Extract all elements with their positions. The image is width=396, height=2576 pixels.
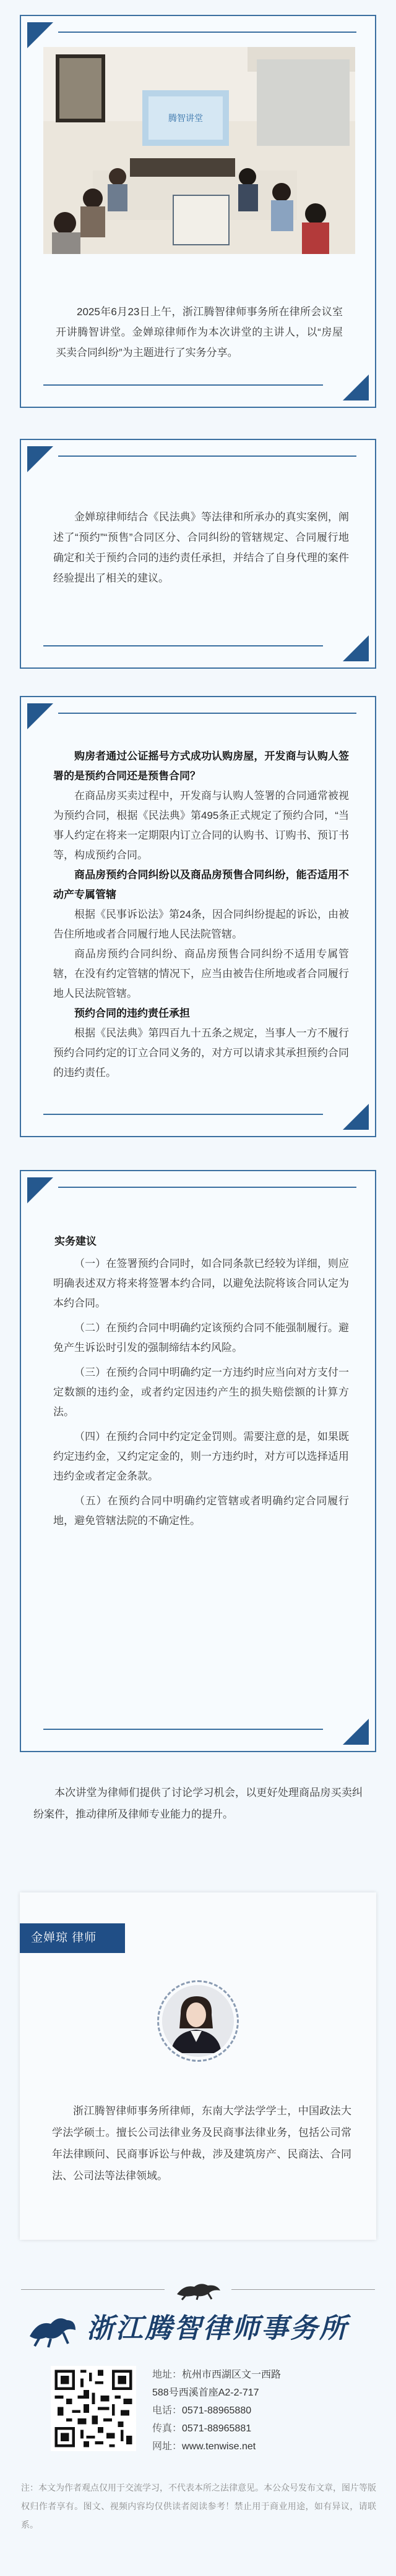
divider-line [43,645,323,646]
phone-row [152,2402,356,2420]
corner-triangle-decor [343,375,369,400]
address-row [152,2366,356,2384]
website-label: 网址： [152,2441,183,2452]
copyright-note: 注：本文为作者观点仅用于交流学习，不代表本所之法律意见。本公众号发布文章，图片等版权归作者享有。图文、视频内容均仅供读者阅读参考！禁止用于商业用途，如有异议，请联系。 [21,2483,376,2530]
divider-line [43,1114,323,1115]
analysis-paragraph: 在商品房买卖过程中，开发商与认购人签署的合同通常被视为预约合同，根据《民法典》第495条正式规定了预约合同，“当事人约定在将来一定期限内订立合同的认购书、订购书、预订书等，构成预约合同。 [53,790,349,861]
avatar [157,1980,239,2062]
divider-line [58,32,356,33]
advice-body [53,1232,349,1536]
analysis-paragraph: 商品房预约合同纠纷、商品房预售合同纠纷不适用专属管辖，在没有约定管辖的情况下，应当由被告住所地或者合同履行地人民法院管辖。 [53,948,349,999]
contact-info [152,2366,356,2455]
summary-paragraph: 金婵琼律师结合《民法典》等法律和所承办的真实案例，阐述了“预约”“预售”合同区分、合同纠纷的管辖规定、合同履行地确定和关于预约合同的违约责任承担，并结合了自身代理的案件经验提出了相关的建议。 [53,511,349,584]
corner-triangle-decor [343,1719,369,1745]
horse-logo-icon [27,2311,77,2349]
analysis-heading: 预约合同的违约责任承担 [74,1007,190,1019]
phone-label: 电话： [152,2405,183,2416]
phone-number: 0571-88965880 [182,2405,252,2416]
analysis-heading: 商品房预约合同纠纷以及商品房预售合同纠纷，能否适用不动产专属管辖 [53,869,349,900]
qr-code-icon [51,2366,136,2451]
horse-logo-icon [173,2279,223,2300]
divider-line [58,1187,356,1188]
divider-line [58,455,356,457]
corner-triangle-decor [27,703,53,729]
event-photo [43,47,355,254]
lawyer-bio: 浙江腾智律师事务所律师，东南大学法学学士，中国政法大学法学硕士。擅长公司法律业务及民商事法律业务，包括公司常年法律顾问、民商事诉讼与仲裁，涉及建筑房产、民商法、合同法、公司法等法律领域。 [52,2105,351,2182]
fax-number: 0571-88965881 [182,2423,252,2434]
advice-item: （五）在预约合同中明确约定管辖或者明确约定合同履行地，避免管辖法院的不确定性。 [53,1495,349,1527]
analysis-paragraph: 根据《民事诉讼法》第24条，因合同纠纷提起的诉讼，由被告住所地或者合同履行地人民法院管辖。 [53,909,349,940]
closing-paragraph: 本次讲堂为律师们提供了讨论学习机会，以更好处理商品房买卖纠纷案件，推动律所及律师专业能力的提升。 [33,1787,363,1820]
footer-divider [231,2289,375,2290]
firm-name-logo: 浙江腾智律师事务所 [87,2313,348,2344]
fax-label: 传真： [152,2423,183,2434]
address-line1: 杭州市西湖区文一西路 [182,2370,282,2380]
analysis-body [53,747,349,1083]
address-line2: 588号西溪首座A2-2-717 [152,2387,259,2398]
analysis-paragraph: 根据《民法典》第四百九十五条之规定，当事人一方不履行预约合同约定的订立合同义务的，对方可以请求其承担预约合同的违约责任。 [53,1027,349,1078]
analysis-card [20,696,376,1137]
avatar-portrait [162,1985,234,2057]
corner-triangle-decor [27,1177,53,1203]
corner-triangle-decor [27,446,53,472]
corner-triangle-decor [343,635,369,661]
intro-paragraph: 2025年6月23日上午，浙江腾智律师事务所在律所会议室开讲腾智讲堂。金婵琼律师作为本次讲堂的主讲人，以“房屋买卖合同纠纷”为主题进行了实务分享。 [56,306,343,358]
intro-card [20,15,376,408]
address-row-2 [152,2384,356,2402]
footer-divider [21,2289,165,2290]
address-label: 地址： [152,2370,183,2380]
advice-card [20,1170,376,1752]
lawyer-name-tag: 金婵琼 律师 [20,1923,125,1953]
lawyer-profile-card [20,1892,376,2240]
fax-row [152,2420,356,2438]
advice-item: （三）在预约合同中明确约定一方违约时应当向对方支付一定数额的违约金，或者约定因违约产生的损失赔偿额的计算方法。 [53,1366,349,1418]
website-link[interactable]: www.tenwise.net [182,2441,256,2452]
website-row [152,2438,356,2455]
corner-triangle-decor [27,22,53,48]
divider-line [43,384,323,386]
corner-triangle-decor [343,1104,369,1130]
divider-line [58,713,356,714]
summary-card [20,439,376,669]
slide-title: 腾智讲堂 [168,113,203,123]
divider-line [43,1729,323,1730]
analysis-heading: 购房者通过公证摇号方式成功认购房屋，开发商与认购人签署的是预约合同还是预售合同？ [53,750,349,782]
advice-item: （一）在签署预约合同时，如合同条款已经较为详细，则应明确表述双方将来将签署本约合同，以避免法院将该合同认定为本约合同。 [53,1258,349,1309]
advice-item: （四）在预约合同中约定定金罚则。需要注意的是，如果既约定违约金，又约定定金的，则一方违约时，对方可以选择适用违约金或者定金条款。 [53,1431,349,1482]
meeting-room-image [43,47,355,254]
advice-item: （二）在预约合同中明确约定该预约合同不能强制履行。避免产生诉讼时引发的强制缔结本约风险。 [53,1322,349,1354]
advice-heading: 实务建议 [54,1235,97,1247]
